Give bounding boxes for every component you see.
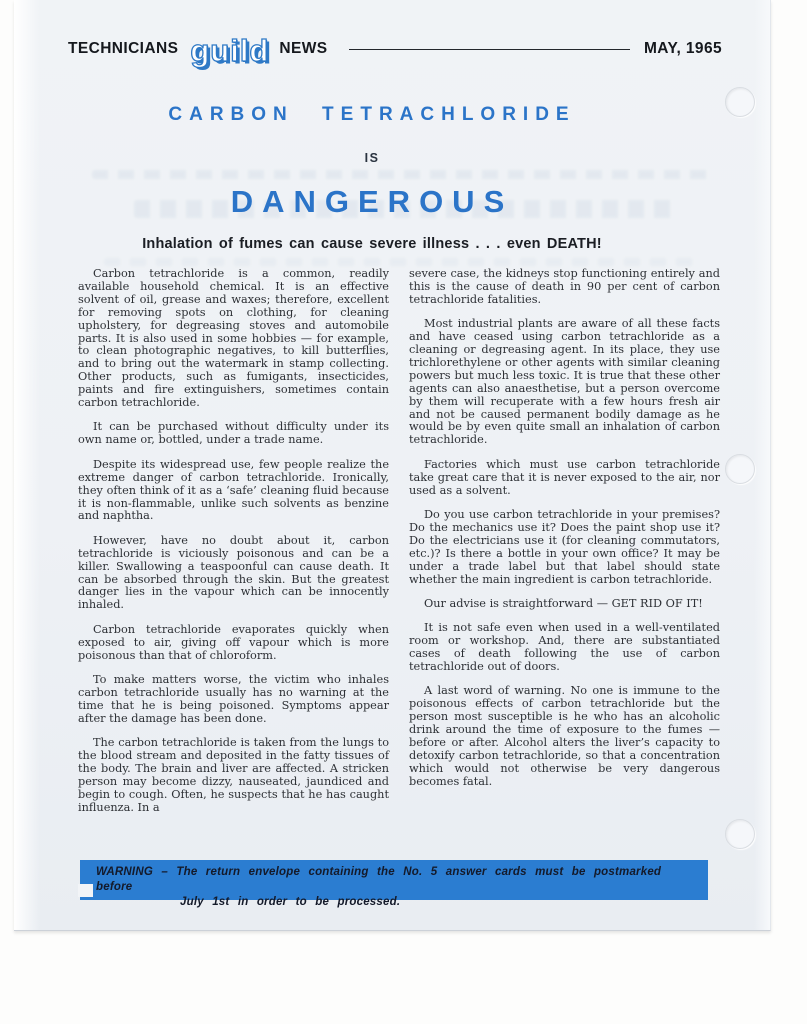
paragraph: However, have no doubt about it, carbon tetrachloride is viciously poisonous and can be a killer. Swallowing a teaspoonful can cause death. It can be absorbed through the skin. But the greatest danger lies in the vapour which can be innocently inhaled.: [78, 533, 389, 612]
paragraph: Carbon tetrachloride is a common, readily available household chemical. It is an effective solvent of oil, grease and waxes; therefore, excellent for removing spots on clothing, for cleaning upholstery, for degreasing stoves and automobile parts. It is also used in some hobbies — for example, to clean photographic negatives, to kill butterflies, and to bring out the watermark in stamp collecting. Other products, such as fumigants, insecticides, paints and fire extinguishers, sometimes contain carbon tetrachloride.: [78, 267, 389, 410]
show-through-smudge: [104, 258, 700, 266]
punch-hole: [725, 819, 755, 849]
masthead-news-label: NEWS: [279, 40, 328, 57]
show-through-smudge: [92, 170, 710, 179]
issue-date: MAY, 1965: [644, 40, 722, 57]
guild-logo: guild: [190, 33, 270, 68]
paragraph: Our advise is straightforward — GET RID OF IT!: [424, 596, 703, 610]
right-column: [409, 268, 720, 826]
paragraph: Most industrial plants are aware of all these facts and have ceased using carbon tetrachloride as a cleaning or degreasing agent. In its place, they use trichlorethylene or other agents with similar cleaning powers but much less toxic. It is true that these other agents can also anaesthetise, but a person overcome by them will recuperate with a few hours fresh air and not be caused permanent bodily damage as he would be by even quite small an inhalation of carbon tetrachloride.: [409, 317, 720, 447]
warning-banner: [80, 860, 708, 908]
subheadline: Inhalation of fumes can cause severe illness . . . even DEATH!: [142, 236, 602, 252]
masthead-technicians-label: TECHNICIANS: [68, 40, 179, 57]
paragraph: Carbon tetrachloride evaporates quickly when exposed to air, giving off vapour which is more poisonous than that of chloroform.: [78, 622, 389, 662]
paragraph: The carbon tetrachloride is taken from the lungs to the blood stream and deposited in the fatty tissues of the body. The brain and liver are affected. A stricken person may become dizzy, nauseated, jaundiced and begin to cough. Often, he suspects that he has caught influenza. In a: [78, 736, 389, 814]
paragraph: It is not safe even when used in a well-ventilated room or workshop. And, there are substantiated cases of death following the use of carbon tetrachloride out of doors.: [409, 621, 720, 674]
masthead: [68, 32, 722, 66]
paragraph: A last word of warning. No one is immune to the poisonous effects of carbon tetrachloride but the person most susceptible is he who has an alcoholic drink around the time of exposure to the fumes — before or after. Alcohol alters the liver’s capacity to detoxify carbon tetrachloride, so that a concentration which would not otherwise be very dangerous becomes fatal.: [409, 684, 720, 788]
headline-line1: CARBON TETRACHLORIDE: [168, 104, 576, 125]
paragraph: Factories which must use carbon tetrachloride take great care that it is never exposed to the air, nor used as a solvent.: [409, 457, 720, 497]
paragraph: Despite its widespread use, few people realize the extreme danger of carbon tetrachloride. Ironically, they often think of it as a ‘safe’ cleaning fluid because it is non-flammable, unlike such solvents as benzine and naphtha.: [78, 457, 389, 523]
scan-artifact-notch: [78, 884, 93, 897]
warning-text-line2: July 1st in order to be processed.: [180, 896, 401, 908]
headline-line2: IS: [364, 151, 380, 165]
headline-line3: DANGEROUS: [230, 184, 514, 219]
punch-hole: [725, 87, 755, 117]
scanned-newsletter-page: [14, 0, 771, 931]
paragraph: Do you use carbon tetrachloride in your premises? Do the mechanics use it? Does the paint shop use it? Do the electricians use it (for cleaning commutators, etc.)? Is there a bottle in your own office? It may be under a trade label but that label should state whether the main ingredient is carbon tetrachloride.: [409, 508, 720, 586]
left-column: [78, 268, 389, 826]
paragraph: To make matters worse, the victim who inhales carbon tetrachloride usually has no warning at the time that he is being poisoned. Symptoms appear after the damage has been done.: [78, 672, 389, 725]
article-body: [78, 268, 720, 826]
warning-text-line1: WARNING – The return envelope containing the No. 5 answer cards must be postmarked before: [96, 866, 662, 893]
paragraph: It can be purchased without difficulty under its own name or, bottled, under a trade name.: [78, 420, 389, 447]
punch-hole: [725, 454, 755, 484]
paragraph: severe case, the kidneys stop functioning entirely and this is the cause of death in 90 per cent of carbon tetrachloride fatalities.: [409, 267, 720, 306]
masthead-rule: [349, 49, 630, 50]
